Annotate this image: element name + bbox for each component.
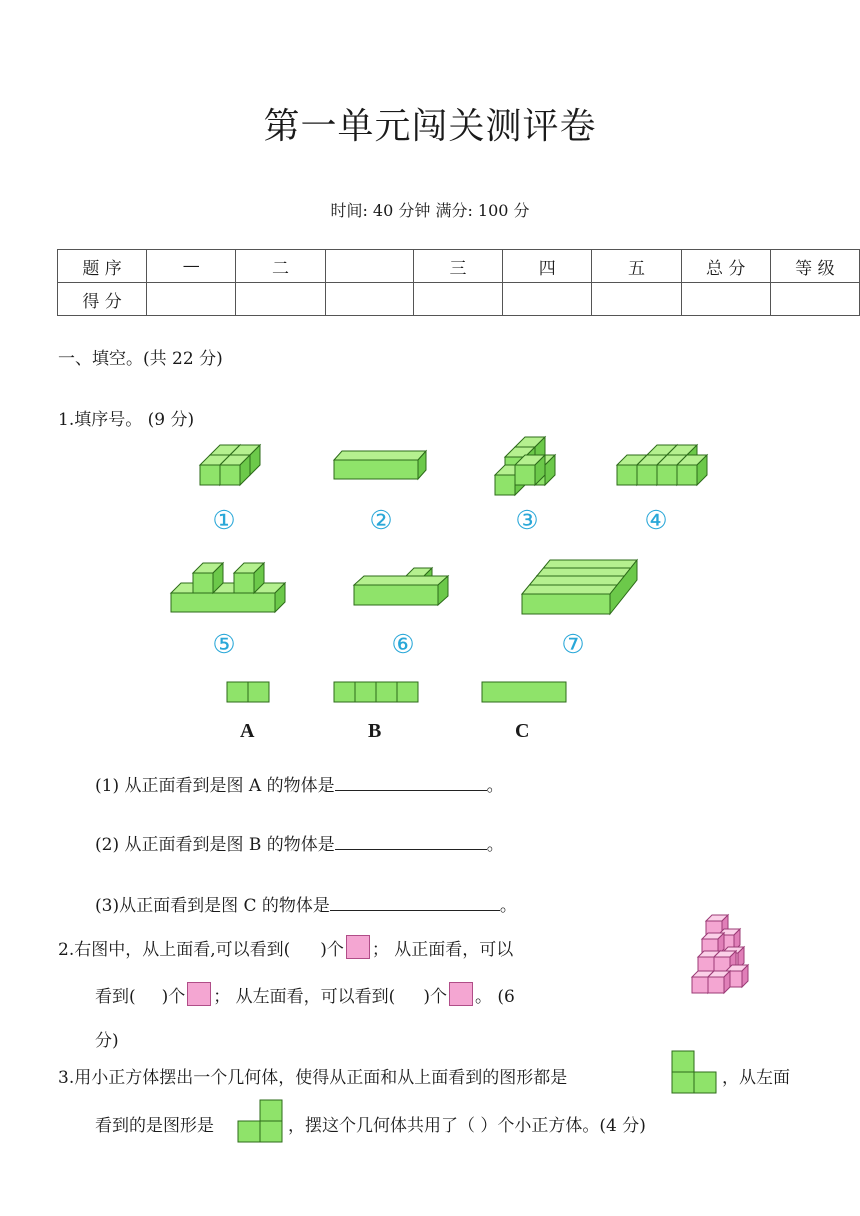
pink-square-icon: [187, 982, 211, 1006]
answer-blank[interactable]: [335, 774, 487, 791]
sub-question-text: (2) 从正面看到是图 B 的物体是: [95, 835, 335, 855]
q3-text: 3.用小正方体摆出一个几何体，使得从正面和从上面看到的图形都是: [58, 1068, 568, 1088]
score-header-cell: —: [147, 250, 236, 283]
period: 。: [486, 835, 504, 855]
score-header-cell: 二: [236, 250, 325, 283]
view-B: [334, 682, 418, 702]
figure-label: ⑥: [391, 630, 415, 660]
sub-question-3: [95, 891, 517, 916]
answer-blank[interactable]: [335, 833, 487, 850]
figure-label: ②: [369, 506, 393, 536]
question-3-line-1: [58, 1063, 567, 1088]
score-row-label: 得 分: [58, 283, 147, 316]
figure-label: ③: [515, 506, 539, 536]
question-1-stem: 1.填序号。 (9 分): [58, 410, 195, 430]
question-3-line-2a: 看到的是图形是: [95, 1116, 214, 1136]
view-label: A: [240, 720, 255, 742]
score-header-cell: 四: [503, 250, 592, 283]
figure-label: ⑦: [561, 630, 585, 660]
view-A: [227, 682, 269, 702]
period: 。: [486, 776, 504, 796]
score-header-cell: 总 分: [681, 250, 770, 283]
question-2-line-1: [58, 935, 513, 960]
front-top-view-icon: [672, 1051, 718, 1095]
q2-text: 。 (6: [474, 987, 515, 1007]
score-header-cell: 三: [413, 250, 502, 283]
view-label: C: [515, 720, 530, 742]
question-2-line-2: [95, 982, 515, 1007]
q2-text: )个: [423, 987, 447, 1007]
figure-label: ④: [644, 506, 668, 536]
q2-text: )个: [161, 987, 186, 1007]
q2-text: 看到(: [95, 987, 136, 1007]
pink-cube-stack: [688, 915, 748, 1000]
answer-blank[interactable]: [330, 894, 500, 911]
score-header-cell: 等 级: [770, 250, 859, 283]
figure-4: [617, 445, 707, 485]
figure-1: [200, 445, 260, 485]
sub-question-text: (3)从正面看到是图 C 的物体是: [95, 896, 330, 916]
figure-5: [171, 563, 285, 612]
sub-question-text: (1) 从正面看到是图 A 的物体是: [95, 776, 335, 796]
view-label: B: [368, 720, 382, 742]
q2-text: ； 从正面看，可以: [371, 940, 514, 960]
view-C: [482, 682, 566, 702]
score-header-cell: 五: [592, 250, 681, 283]
pink-square-icon: [449, 982, 473, 1006]
page-title: 第一单元闯关测评卷: [263, 106, 597, 147]
figure-2: [334, 451, 426, 479]
question-2-line-3: 分): [95, 1031, 119, 1051]
sub-question-1: [95, 771, 504, 796]
figure-label: ①: [212, 506, 236, 536]
q2-text: ； 从左面看，可以看到(: [213, 987, 396, 1007]
figure-7: [522, 560, 637, 614]
exam-meta: 时间: 40 分钟 满分: 100 分: [330, 201, 530, 220]
figure-3: [495, 437, 555, 495]
q3-text: ，从左面: [722, 1068, 790, 1088]
left-view-icon: [238, 1100, 284, 1144]
period: 。: [499, 896, 517, 916]
q2-text: )个: [320, 940, 344, 960]
q2-text: 2.右图中，从上面看,可以看到(: [58, 940, 291, 960]
figure-label: ⑤: [212, 630, 236, 660]
pink-square-icon: [346, 935, 370, 959]
question-3-line-2b: ，摆这个几何体共用了（ ）个小正方体。(4 分): [288, 1116, 646, 1136]
section-heading: 一、填空。(共 22 分): [58, 349, 223, 369]
score-header-cell: 题 序: [58, 250, 147, 283]
sub-question-2: [95, 830, 504, 855]
figure-6: [354, 568, 448, 605]
